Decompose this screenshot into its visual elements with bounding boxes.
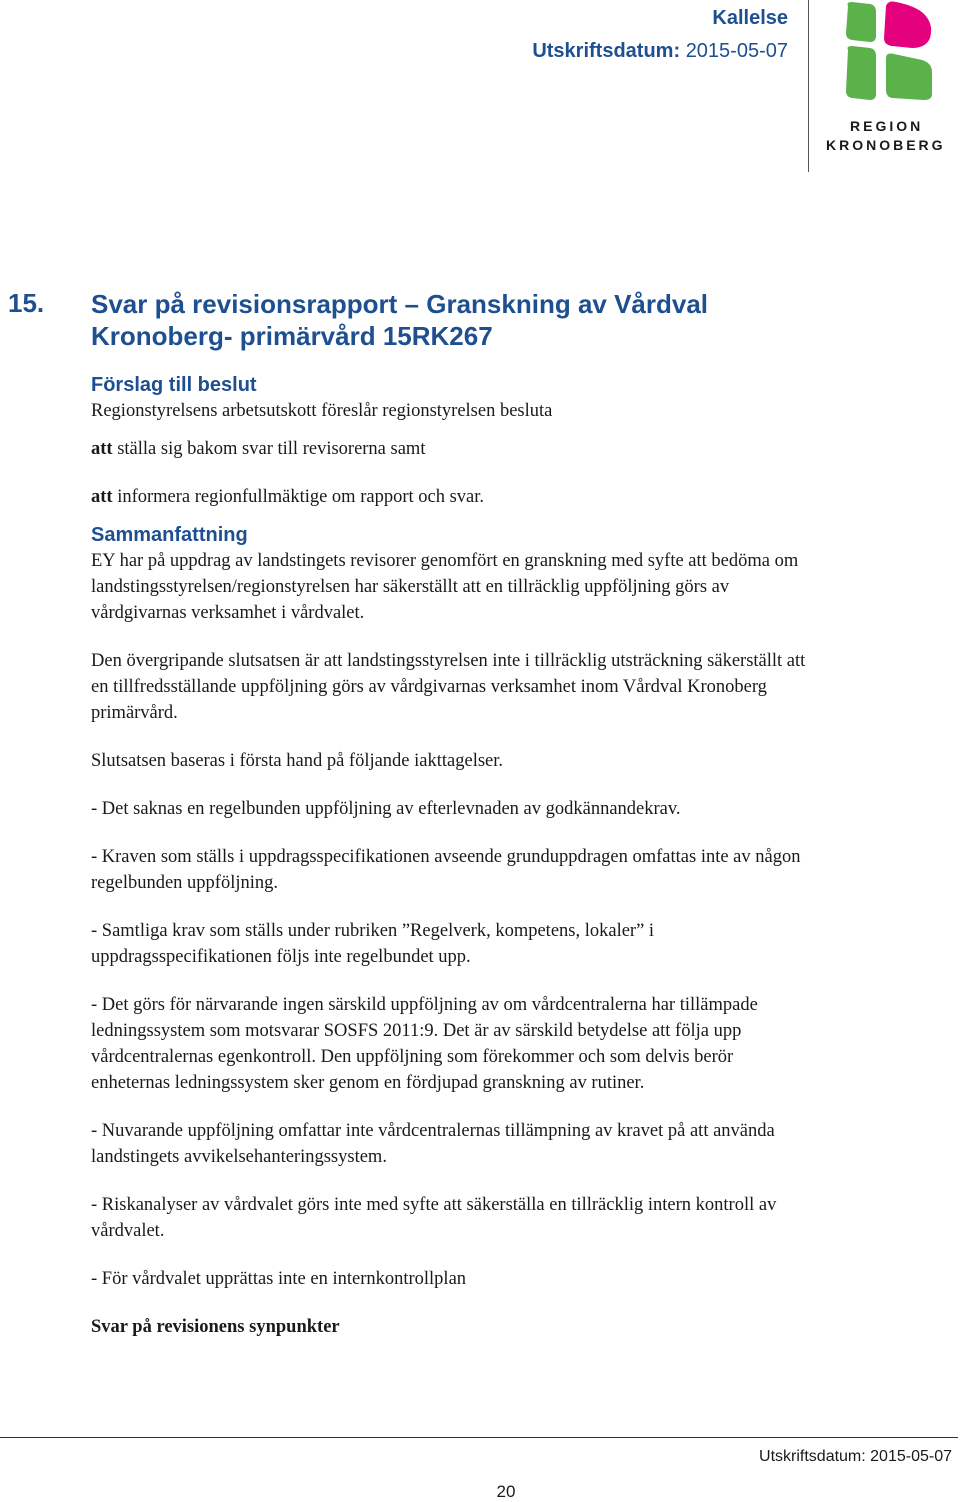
document-body [91,372,811,1340]
logo-wordmark-line1: REGION [850,118,924,134]
logo-green-bottom-right [886,54,932,101]
item-title: Svar på revisionsrapport – Granskning av Vårdval Kronoberg- primärvård 15RK267 [91,289,709,351]
proposal-item-text: informera regionfullmäktige om rapport och svar. [112,487,485,507]
summary-paragraph: - För vårdvalet upprättas inte en internkontrollplan [91,1269,467,1289]
logo-divider [808,0,809,172]
item-number: 15. [8,288,45,318]
logo-pink [884,2,931,49]
summary-paragraph: - Kraven som ställs i uppdragsspecifikationen avseende grunduppdragen omfattas inte av någon regelbunden uppföljning. [91,847,801,893]
summary-paragraph: Slutsatsen baseras i första hand på följande iakttagelser. [91,751,504,771]
document-type: Kallelse [712,7,788,29]
summary-paragraph: - Samtliga krav som ställs under rubriken ”Regelverk, kompetens, lokaler” i uppdragsspecifikationen följs inte regelbundet upp. [91,921,655,967]
summary-heading: Sammanfattning [91,524,248,546]
proposal-item [91,436,811,462]
summary-paragraph: - Det saknas en regelbunden uppföljning av efterlevnaden av godkännandekrav. [91,799,681,819]
proposal-intro: Regionstyrelsens arbetsutskott föreslår regionstyrelsen besluta [91,401,553,421]
summary-paragraph: EY har på uppdrag av landstingets revisorer genomfört en granskning med syfte att bedöma om landstingsstyrelsen/regionstyrelsen har säkerställt att en tillräcklig uppföljning görs av vårdgivarnas verksamhet i vårdvalet. [91,551,799,623]
summary-paragraph: - Riskanalyser av vårdvalet görs inte med syfte att säkerställa en tillräcklig intern kontroll av vårdvalet. [91,1195,777,1241]
footer-rule [0,1437,958,1438]
footer-print-date: Utskriftsdatum: 2015-05-07 [759,1448,952,1465]
att-keyword: att [91,487,113,507]
print-date-value: 2015-05-07 [685,40,788,62]
summary-paragraph: - Nuvarande uppföljning omfattar inte vårdcentralernas tillämpning av kravet på att använda landstingets avvikelsehanteringssystem. [91,1121,775,1167]
summary-paragraph: - Det görs för närvarande ingen särskild uppföljning av om vårdcentralerna har tillämpade ledningssystem som motsvarar SOSFS 2011:9. Det är av särskild betydelse att följa upp vårdcentralernas egenkontroll. Den uppföljning som förekommer och som delvis berör enheternas ledningssystem sker genom en fördjupad granskning av rutiner. [91,995,758,1093]
proposal-item-text: ställa sig bakom svar till revisorerna samt [112,439,426,459]
logo-wordmark [826,117,958,155]
att-keyword: att [91,439,113,459]
region-kronoberg-logo [836,0,940,106]
print-date-label: Utskriftsdatum: [532,40,681,62]
logo-green-top [846,2,876,42]
page-number: 20 [496,1482,516,1501]
proposal-item [91,484,811,510]
print-date [532,40,788,63]
response-heading: Svar på revisionens synpunkter [91,1317,340,1337]
logo-green-bottom-left [846,46,876,100]
proposal-heading: Förslag till beslut [91,374,257,396]
summary-paragraph: Den övergripande slutsatsen är att landstingsstyrelsen inte i tillräcklig utsträckning säkerställt att en tillfredsställande uppföljning görs av vårdgivarnas verksamhet inom Vårdval Kronoberg primärvård. [91,651,806,723]
logo-wordmark-line2: KRONOBERG [826,137,946,153]
